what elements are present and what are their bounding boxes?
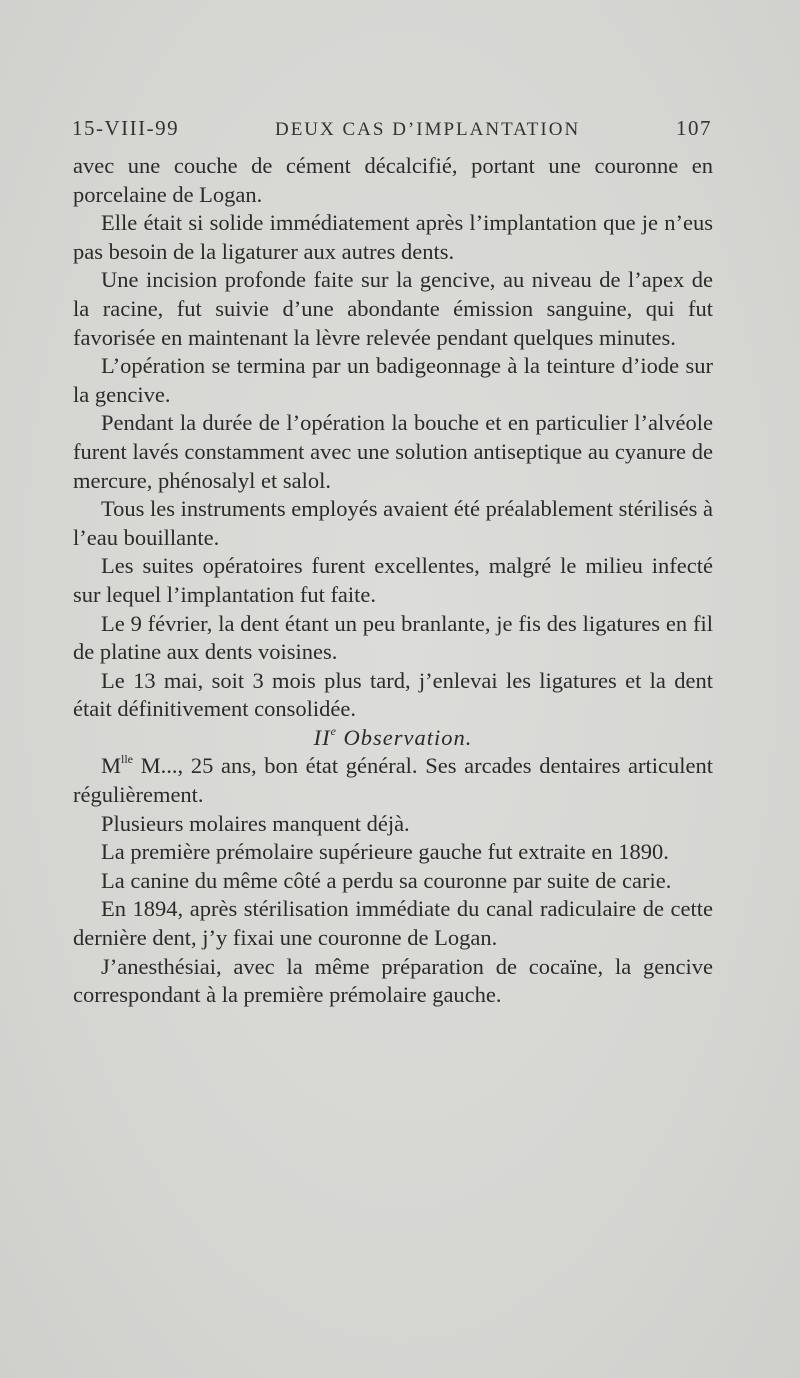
paragraph: La première prémolaire supérieure gauche fut extraite en 1890. bbox=[101, 839, 669, 865]
paragraph: Le 13 mai, soit 3 mois plus tard, j’enlevai les ligatures et la dent était définitivement consolidée. bbox=[73, 667, 713, 722]
salutation: M bbox=[101, 753, 122, 779]
paragraph: Elle était si solide immédiatement après l’implantation que je n’eus pas besoin de la ligaturer aux autres dents. bbox=[73, 210, 713, 264]
section-heading bbox=[73, 724, 713, 753]
paragraph: avec une couche de cément décalcifié, portant une couronne en porcelaine de Logan. bbox=[73, 153, 713, 207]
paragraph: Une incision profonde faite sur la gencive, au niveau de l’apex de la racine, fut suivie d’une abondante émission sanguine, qui fut favorisée en maintenant la lèvre relevée pendant quelques minutes. bbox=[73, 267, 713, 350]
paragraph bbox=[73, 752, 713, 809]
paragraph: Plusieurs molaires manquent déjà. bbox=[101, 810, 410, 836]
page-number: 107 bbox=[676, 116, 712, 140]
paragraph: Le 9 février, la dent étant un peu branlante, je fis des ligatures en fil de platine aux dents voisines. bbox=[73, 610, 713, 665]
running-header bbox=[72, 116, 712, 141]
paragraph: Pendant la durée de l’opération la bouche et en particulier l’alvéole furent lavés constamment avec une solution antiseptique au cyanure de mercure, phénosalyl et salol. bbox=[73, 410, 713, 493]
section-title: Observation. bbox=[343, 724, 473, 750]
header-title: DEUX CAS D’IMPLANTATION bbox=[274, 119, 581, 140]
page-body bbox=[73, 152, 713, 1010]
paragraph: Tous les instruments employés avaient été préalablement stérilisés à l’eau bouillante. bbox=[73, 496, 713, 550]
paragraph: La canine du même côté a perdu sa couronne par suite de carie. bbox=[101, 867, 672, 893]
paragraph: En 1894, après stérilisation immédiate du canal radiculaire de cette dernière dent, j’y fixai une couronne de Logan. bbox=[73, 896, 713, 951]
salutation-sup: lle bbox=[121, 752, 134, 767]
paragraph: J’anesthésiai, avec la même préparation de cocaïne, la gencive correspondant à la première prémolaire gauche. bbox=[73, 953, 713, 1008]
paragraph: Les suites opératoires furent excellentes, malgré le milieu infecté sur lequel l’implantation fut faite. bbox=[73, 553, 713, 607]
header-date: 15-VIII-99 bbox=[72, 116, 180, 140]
paragraph: L’opération se termina par un badigeonnage à la teinture d’iode sur la gencive. bbox=[73, 353, 713, 407]
section-numeral: II bbox=[313, 724, 331, 750]
section-numeral-sup: e bbox=[330, 723, 337, 738]
paragraph-text: M..., 25 ans, bon état général. Ses arcades dentaires articulent régulièrement. bbox=[73, 753, 713, 808]
